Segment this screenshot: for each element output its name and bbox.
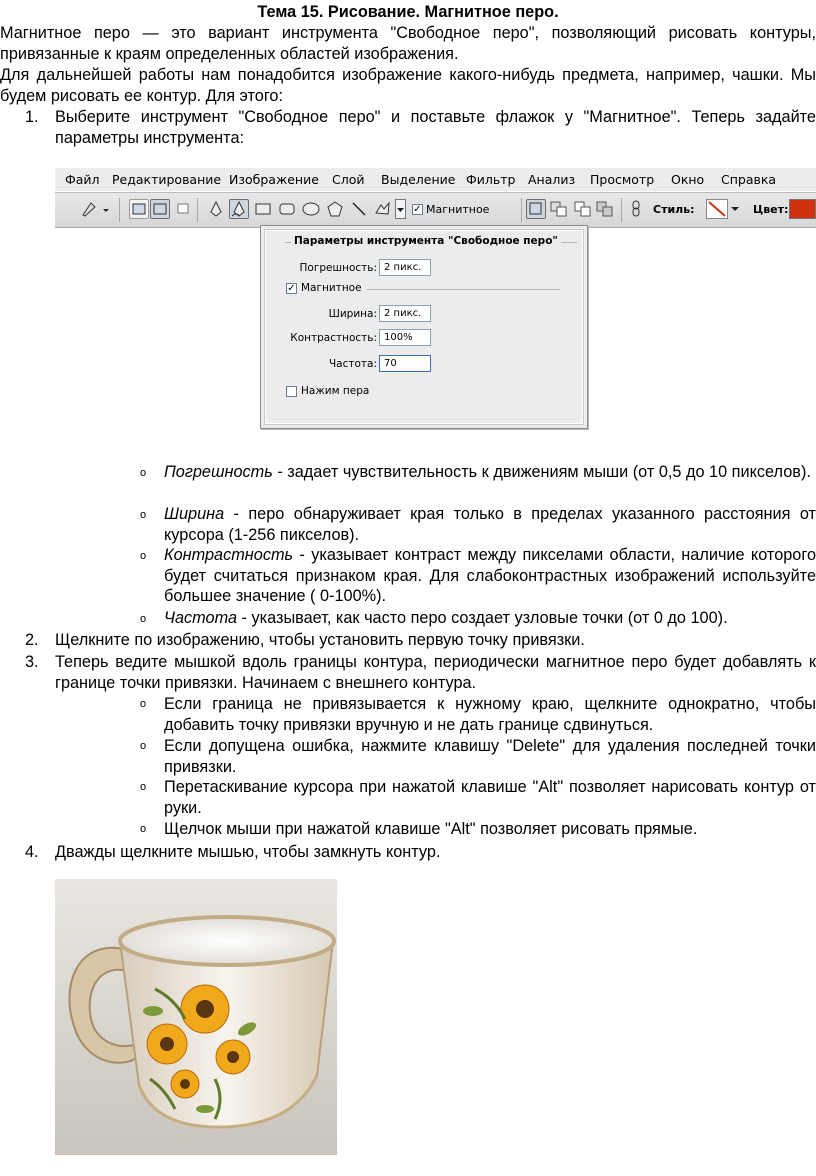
shape-layers-icon: [130, 200, 148, 218]
bullet: o: [140, 509, 147, 521]
menu-select[interactable]: Выделение: [381, 172, 456, 187]
contrast-input[interactable]: 100%: [379, 329, 431, 346]
param-desc: - указывает, как часто перо создает узловые точки (от 0 до 100).: [237, 609, 728, 627]
pen-tool-button[interactable]: [206, 199, 226, 219]
bullet: o: [140, 467, 147, 479]
tool-preset-picker[interactable]: [77, 199, 113, 219]
menu-image[interactable]: Изображение: [229, 172, 319, 187]
tool-options-panel: [260, 225, 588, 429]
tolerance-input[interactable]: 2 пикс.: [379, 259, 431, 276]
paths-icon: [151, 200, 169, 218]
style-label: Стиль:: [653, 203, 695, 216]
fill-pixels-icon: [176, 199, 190, 217]
tolerance-label: Погрешность:: [299, 262, 377, 274]
bullet: o: [140, 613, 147, 625]
step-text: Щелкните по изображению, чтобы установить первую точку привязки.: [55, 631, 585, 649]
pen-pressure-checkbox[interactable]: [286, 386, 297, 397]
step-number: 3.: [25, 653, 39, 671]
menu-bar: [55, 168, 816, 191]
fill-pixels-button[interactable]: [176, 199, 190, 219]
path-exclude-icon: [595, 199, 615, 219]
bullet: o: [140, 740, 147, 752]
path-add-icon: [527, 200, 545, 218]
shape-layers-button[interactable]: [129, 199, 149, 219]
param-desc: - указывает контраст между пикселами области, наличие которого будет считаться признаком края. Для слабоконтрастных изображений используйте большее значение ( 0-100%).: [164, 546, 816, 605]
pen-icon: [206, 199, 226, 219]
pen-pressure-label: Нажим пера: [301, 385, 370, 397]
width-label: Ширина:: [328, 308, 377, 320]
menu-layer[interactable]: Слой: [332, 172, 365, 187]
no-style-icon: [707, 200, 727, 218]
param-item: [164, 608, 816, 629]
rectangle-icon: [253, 199, 273, 219]
step-number: 4.: [25, 843, 39, 861]
link-icon[interactable]: [629, 199, 643, 219]
tip-item: Если допущена ошибка, нажмите клавишу "Delete" для удаления последней точки привязки.: [164, 737, 816, 776]
step-text: Дважды щелкните мышью, чтобы замкнуть контур.: [55, 843, 441, 861]
bullet: o: [140, 698, 147, 710]
rounded-rectangle-button[interactable]: [277, 199, 297, 219]
bullet: o: [140, 781, 147, 793]
contrast-label: Контрастность:: [290, 332, 377, 344]
ellipse-icon: [301, 199, 321, 219]
options-toolbar: [55, 192, 816, 228]
param-term: Контрастность: [164, 546, 294, 564]
bullet: o: [140, 823, 147, 835]
intro-paragraph: Магнитное перо — это вариант инструмента "Свободное перо", позволяющий рисовать контуры, привязанные к краям определенных областей изображения.: [0, 24, 816, 63]
bullet: o: [140, 550, 147, 562]
photoshop-screenshot: [55, 168, 816, 430]
step-text: Теперь ведите мышкой вдоль границы контура, периодически магнитное перо будет добавлять к границе точки привязки. Начинаем с внешнего контура.: [55, 653, 816, 692]
color-swatch[interactable]: [789, 199, 816, 219]
path-exclude-button[interactable]: [595, 199, 615, 219]
param-term: Ширина: [164, 505, 225, 523]
frequency-input[interactable]: 70: [379, 355, 431, 372]
param-desc: - задает чувствительность к движениям мыши (от 0,5 до 10 пикселов).: [272, 463, 811, 481]
magnetic-label: Магнитное: [426, 203, 490, 216]
polygon-icon: [325, 199, 345, 219]
param-term: Частота: [164, 609, 238, 627]
panel-title: Параметры инструмента "Свободное перо": [291, 235, 561, 247]
magnetic-option-label: Магнитное: [301, 282, 362, 294]
ellipse-button[interactable]: [301, 199, 321, 219]
path-add-button[interactable]: [526, 199, 546, 219]
style-swatch[interactable]: [706, 199, 728, 219]
menu-help[interactable]: Справка: [721, 172, 777, 187]
param-desc: - перо обнаруживает края только в пределах указанного расстояния от курсора (1-256 пикселов).: [164, 505, 816, 544]
param-item: [164, 545, 816, 607]
path-intersect-button[interactable]: [573, 199, 593, 219]
chevron-down-icon: [730, 199, 740, 217]
frequency-label: Частота:: [328, 358, 377, 370]
magnetic-checkbox[interactable]: ✓: [413, 204, 422, 215]
custom-shape-button[interactable]: [373, 199, 393, 219]
menu-filter[interactable]: Фильтр: [466, 172, 516, 187]
tip-item: Щелчок мыши при нажатой клавише "Alt" позволяет рисовать прямые.: [164, 820, 698, 838]
custom-shape-icon: [373, 199, 393, 219]
width-input[interactable]: 2 пикс.: [379, 305, 431, 322]
param-item: [164, 462, 816, 483]
menu-file[interactable]: Файл: [65, 172, 100, 187]
paths-button[interactable]: [150, 199, 170, 219]
rectangle-button[interactable]: [253, 199, 273, 219]
menu-window[interactable]: Окно: [671, 172, 705, 187]
polygon-button[interactable]: [325, 199, 345, 219]
path-subtract-icon: [549, 199, 569, 219]
step-number: 2.: [25, 631, 39, 649]
geometry-options-dropdown[interactable]: [395, 199, 406, 219]
tip-item: Если граница не привязывается к нужному краю, щелкните однократно, чтобы добавить точку привязки вручную и не дать границе сдвинуться.: [164, 695, 816, 734]
menu-view[interactable]: Просмотр: [590, 172, 655, 187]
freeform-pen-icon: [230, 200, 248, 218]
path-subtract-button[interactable]: [549, 199, 569, 219]
rounded-rectangle-icon: [277, 199, 297, 219]
freeform-pen-button[interactable]: [229, 199, 249, 219]
menu-edit[interactable]: Редактирование: [112, 172, 222, 187]
divider: [367, 289, 560, 290]
param-item: [164, 504, 816, 545]
line-button[interactable]: [349, 199, 369, 219]
line-icon: [349, 199, 369, 219]
intro-paragraph-2: Для дальнейшей работы нам понадобится изображение какого-нибудь предмета, например, чашки. Мы будем рисовать ее контур. Для этого:: [0, 66, 816, 105]
step-text: Выберите инструмент "Свободное перо" и поставьте флажок у "Магнитное". Теперь задайте параметры инструмента:: [55, 108, 816, 147]
step-number: 1.: [25, 108, 39, 126]
magnetic-option-checkbox[interactable]: ✓: [287, 283, 296, 294]
menu-analysis[interactable]: Анализ: [528, 172, 576, 187]
param-term: Погрешность: [164, 463, 273, 481]
pen-icon: [77, 199, 113, 219]
tip-item: Перетаскивание курсора при нажатой клавише "Alt" позволяет нарисовать контур от руки.: [164, 778, 816, 817]
cup-photo: [55, 879, 337, 1155]
path-intersect-icon: [573, 199, 593, 219]
page-title: Тема 15. Рисование. Магнитное перо.: [257, 3, 559, 21]
chevron-down-icon: [396, 200, 405, 218]
style-dropdown[interactable]: [730, 199, 740, 219]
color-label: Цвет:: [753, 203, 789, 216]
